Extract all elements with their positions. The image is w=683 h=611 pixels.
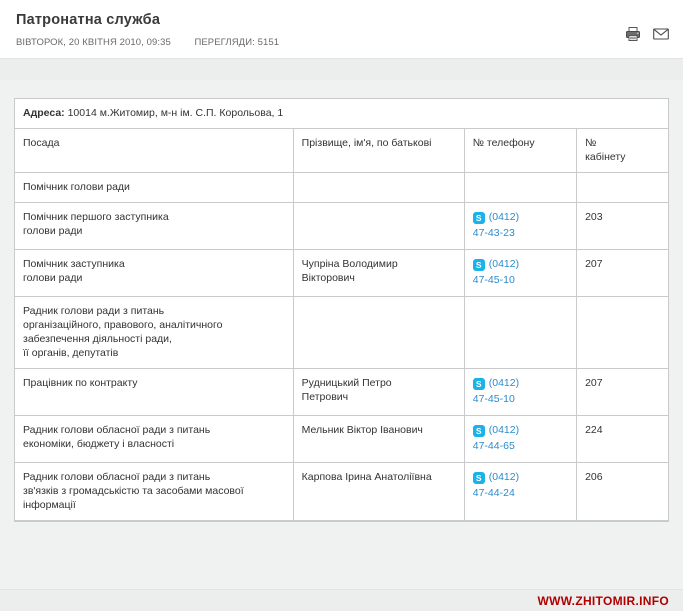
- name-line: Карпова Ірина Анатоліївна: [301, 471, 432, 483]
- position-line: Працівник по контракту: [23, 377, 138, 389]
- address-label: Адреса:: [23, 107, 65, 119]
- phone-area-code: (0412): [488, 424, 520, 436]
- position-line: Помічник голови ради: [23, 181, 130, 193]
- position-line: голови ради: [23, 225, 83, 237]
- site-watermark-domain: ZHITOMIR.INFO: [575, 594, 669, 608]
- cell-room: 203: [577, 203, 668, 250]
- phone-number[interactable]: 47-45-10: [472, 393, 515, 405]
- position-line: Радник голови обласної ради з питань: [23, 424, 211, 436]
- phone-area-code: (0412): [488, 471, 520, 483]
- cell-room: 224: [577, 416, 668, 463]
- table-row: [15, 250, 668, 297]
- directory-table-container: [14, 98, 669, 522]
- header-icon-group: [625, 26, 669, 42]
- article-meta: [16, 37, 669, 48]
- table-row: [15, 369, 668, 416]
- phone-block[interactable]: [473, 376, 568, 407]
- cell-position: [15, 463, 293, 521]
- skype-icon[interactable]: S: [473, 425, 485, 437]
- table-header-row: [15, 129, 668, 173]
- position-line: Помічник заступника: [23, 258, 125, 270]
- cell-name: [293, 203, 464, 250]
- site-watermark-www: WWW.: [537, 594, 576, 608]
- column-header-name: Прізвище, ім'я, по батькові: [293, 129, 464, 173]
- column-header-room-line1: №: [585, 137, 597, 149]
- address-cell: [15, 99, 668, 129]
- cell-phone: [464, 203, 576, 250]
- cell-phone: [464, 369, 576, 416]
- cell-name: [293, 173, 464, 203]
- name-line: Петрович: [301, 391, 349, 403]
- column-header-phone: № телефону: [464, 129, 576, 173]
- column-header-position: Посада: [15, 129, 293, 173]
- cell-name: [293, 416, 464, 463]
- cell-position: [15, 173, 293, 203]
- phone-area-code: (0412): [488, 211, 520, 223]
- position-line: Помічник першого заступника: [23, 211, 169, 223]
- phone-area-code: (0412): [488, 377, 520, 389]
- phone-number[interactable]: 47-44-65: [472, 440, 515, 452]
- position-line: Радник голови ради з питань: [23, 305, 165, 317]
- column-header-room-line2: кабінету: [585, 151, 626, 163]
- name-line: Мельник Віктор Іванович: [301, 424, 423, 436]
- cell-name: [293, 369, 464, 416]
- cell-phone: [464, 297, 576, 369]
- site-watermark: [537, 594, 669, 608]
- phone-block[interactable]: [473, 257, 568, 288]
- phone-number[interactable]: 47-43-23: [472, 227, 515, 239]
- view-count: ПЕРЕГЛЯДИ: 5151: [194, 37, 280, 48]
- cell-phone: [464, 250, 576, 297]
- phone-block[interactable]: [473, 470, 568, 501]
- cell-name: [293, 250, 464, 297]
- cell-room: 206: [577, 463, 668, 521]
- skype-icon[interactable]: S: [473, 378, 485, 390]
- cell-phone: [464, 416, 576, 463]
- cell-position: [15, 203, 293, 250]
- phone-number[interactable]: 47-45-10: [472, 274, 515, 286]
- cell-position: [15, 369, 293, 416]
- cell-room: [577, 173, 668, 203]
- table-row: [15, 297, 668, 369]
- phone-area-code: (0412): [488, 258, 520, 270]
- name-line: Чупріна Володимир: [301, 258, 398, 270]
- cell-phone: [464, 463, 576, 521]
- phone-number[interactable]: 47-44-24: [472, 487, 515, 499]
- address-row: [15, 99, 668, 129]
- printer-icon[interactable]: [625, 26, 641, 42]
- position-line: економіки, бюджету і власності: [23, 438, 175, 450]
- table-row: [15, 416, 668, 463]
- cell-name: [293, 463, 464, 521]
- name-line: Рудницький Петро: [301, 377, 392, 389]
- skype-icon[interactable]: S: [473, 472, 485, 484]
- position-line: Радник голови обласної ради з питань: [23, 471, 211, 483]
- page-title: Патронатна служба: [16, 12, 161, 28]
- envelope-icon[interactable]: [653, 26, 669, 42]
- position-line: голови ради: [23, 272, 83, 284]
- publish-date: ВІВТОРОК, 20 КВІТНЯ 2010, 09:35: [16, 37, 171, 48]
- page-header: [0, 0, 683, 58]
- address-value: 10014 м.Житомир, м-н ім. С.П. Корольова, 1: [67, 107, 284, 119]
- position-line: забезпечення діяльності ради,: [23, 333, 172, 345]
- cell-room: [577, 297, 668, 369]
- name-line: Вікторович: [301, 272, 355, 284]
- skype-icon[interactable]: S: [473, 259, 485, 271]
- cell-name: [293, 297, 464, 369]
- position-line: зв'язків з громадськістю та засобами масової: [23, 485, 244, 497]
- cell-position: [15, 297, 293, 369]
- staff-directory-table: [15, 99, 668, 521]
- position-line: її органів, депутатів: [23, 347, 119, 359]
- cell-position: [15, 416, 293, 463]
- header-divider-band: [0, 58, 683, 80]
- table-row: [15, 463, 668, 521]
- content-area: [0, 80, 683, 611]
- position-line: організаційного, правового, аналітичного: [23, 319, 223, 331]
- table-row: [15, 203, 668, 250]
- column-header-room: [577, 129, 668, 173]
- position-line: інформації: [23, 499, 76, 511]
- cell-room: 207: [577, 250, 668, 297]
- phone-block[interactable]: [473, 423, 568, 454]
- skype-icon[interactable]: S: [473, 212, 485, 224]
- phone-block[interactable]: [473, 210, 568, 241]
- cell-phone: [464, 173, 576, 203]
- cell-position: [15, 250, 293, 297]
- cell-room: 207: [577, 369, 668, 416]
- table-row: [15, 173, 668, 203]
